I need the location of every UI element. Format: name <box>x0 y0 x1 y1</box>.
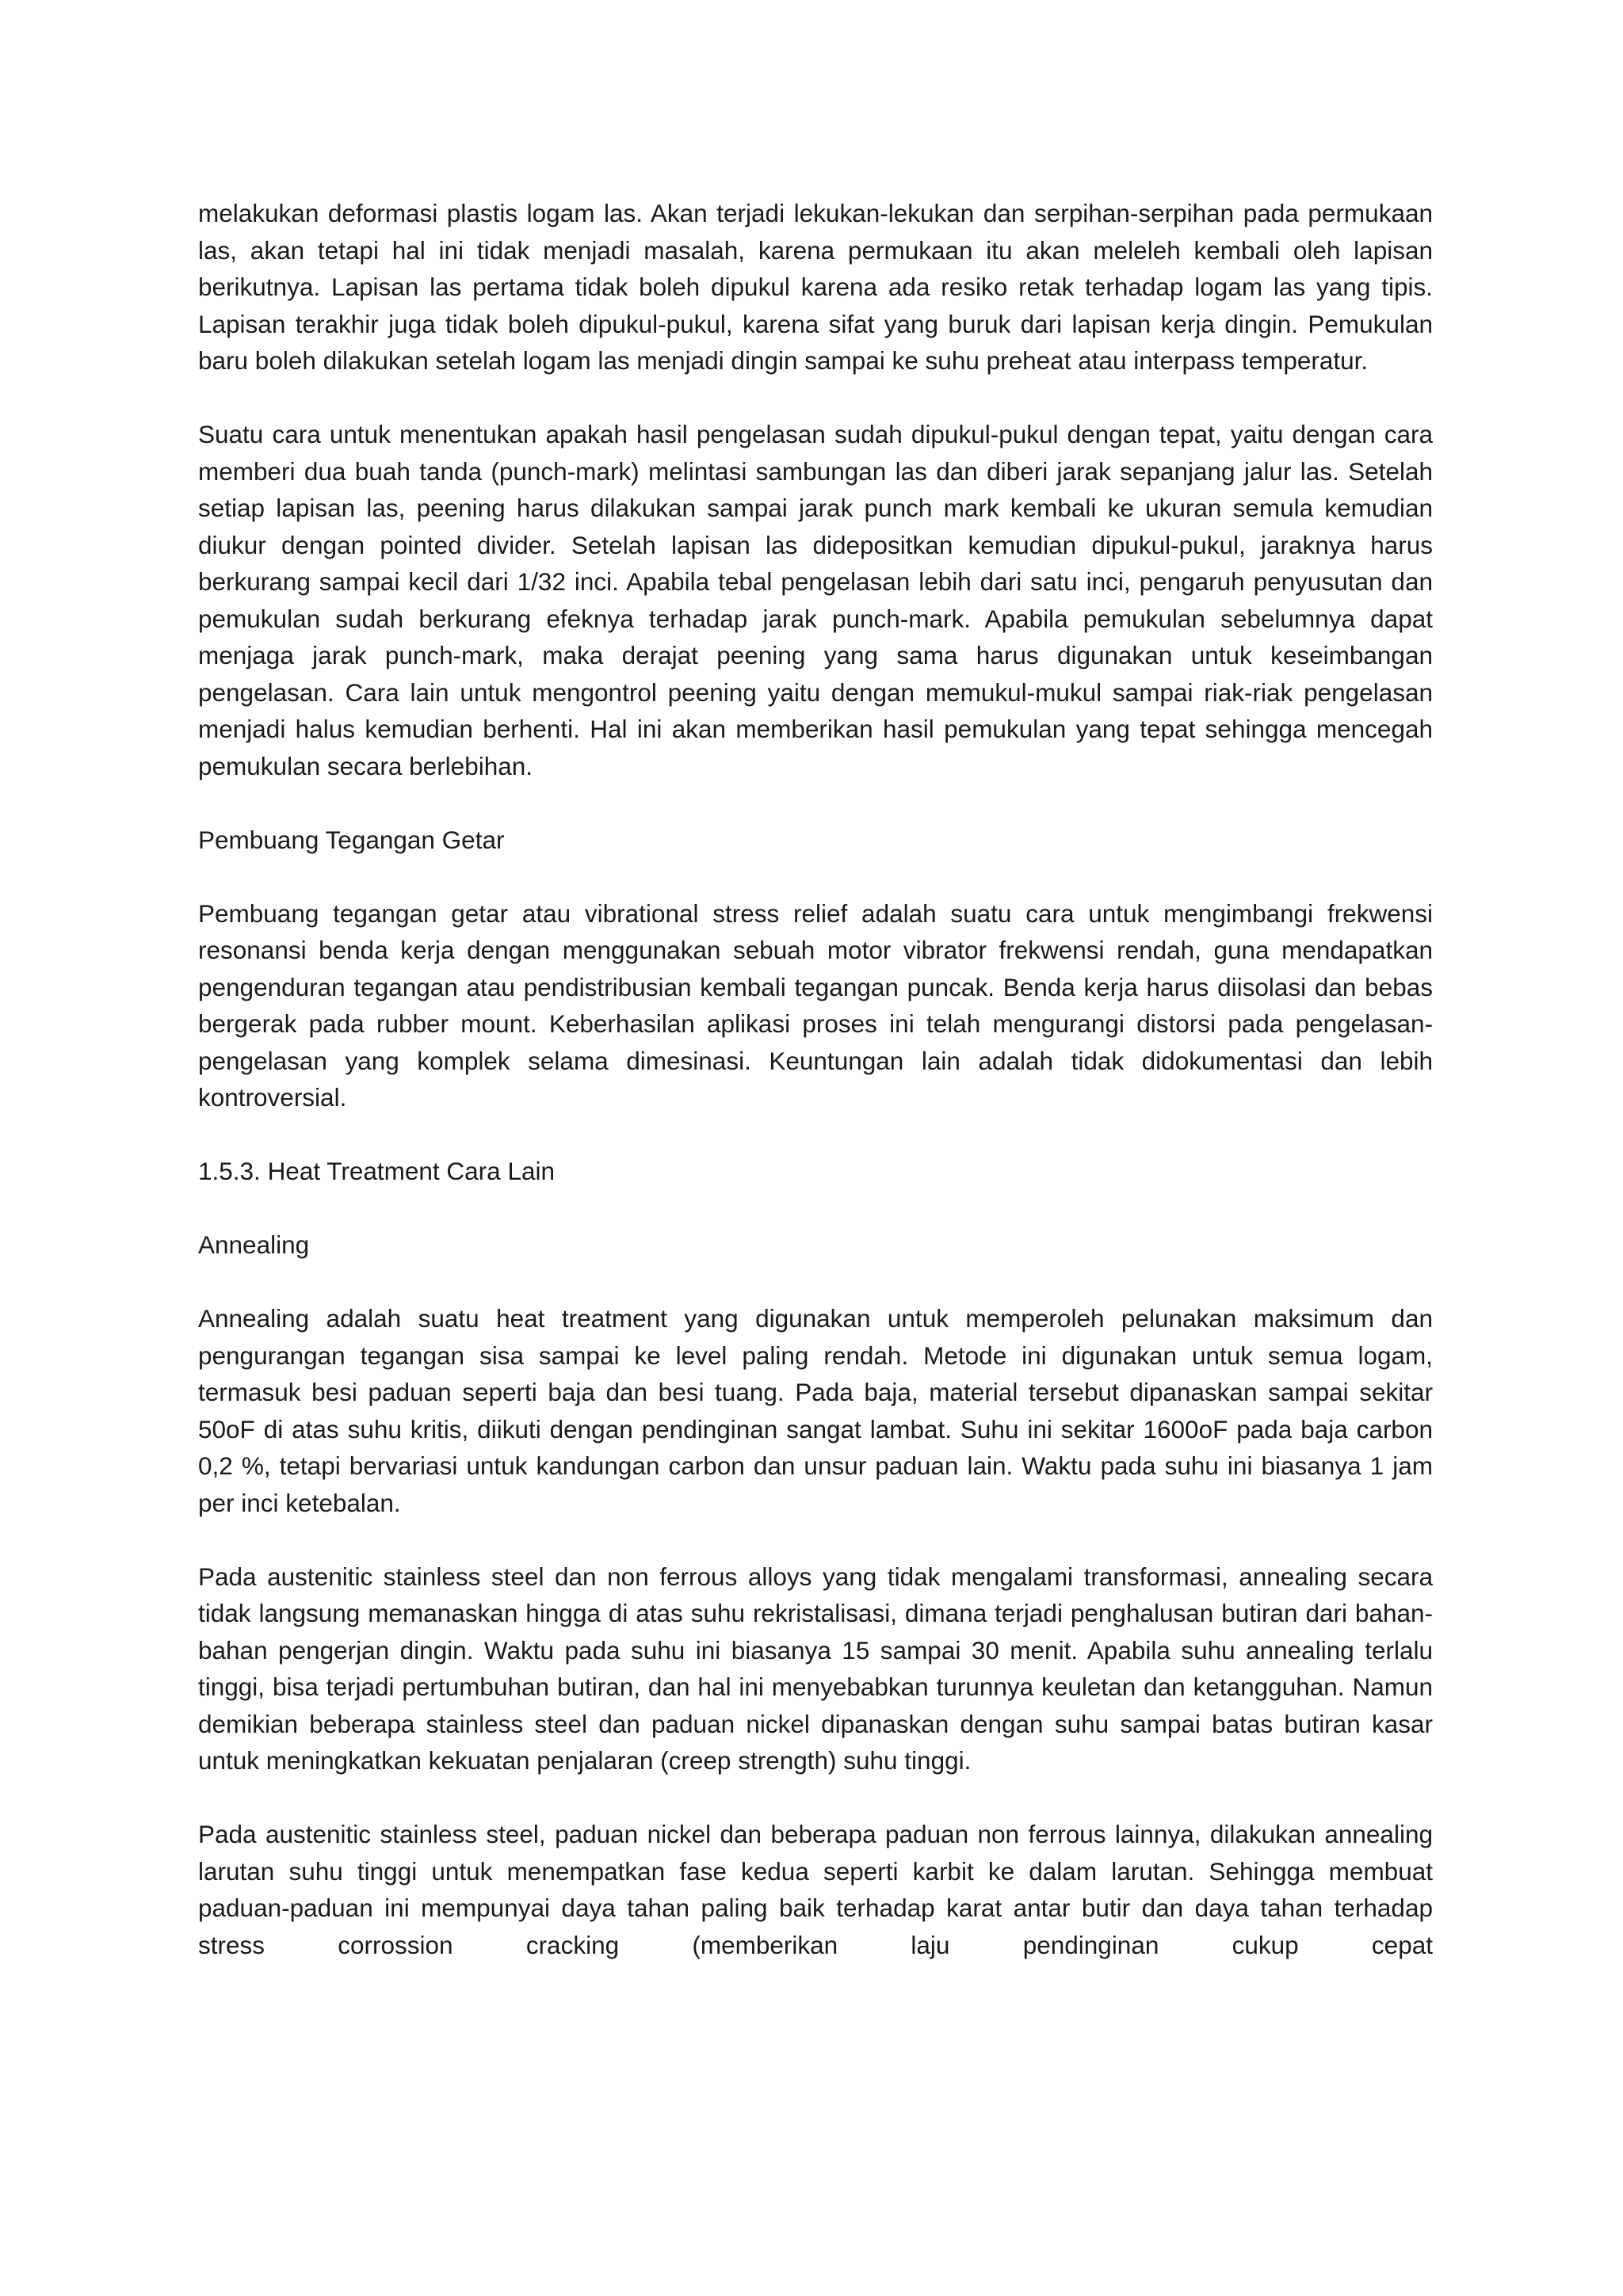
heading-section-1-5-3: 1.5.3. Heat Treatment Cara Lain <box>198 1157 555 1185</box>
paragraph-annealing-definition: Annealing adalah suatu heat treatment yang digunakan untuk memperoleh pelunakan maksimum dan pengurangan tegangan sisa sampai ke level paling rendah. Metode ini digunakan untuk semua logam, termasuk besi paduan seperti baja dan besi tuang. Pada baja, material tersebut dipanaskan sampai sekitar 50oF di atas suhu kritis, diikuti dengan pendinginan sangat lambat. Suhu ini sekitar 1600oF pada baja carbon 0,2 %, tetapi bervariasi untuk kandungan carbon dan unsur paduan lain. Waktu pada suhu ini biasanya 1 jam per inci ketebalan. <box>198 1304 1433 1517</box>
document-page <box>198 195 1433 1963</box>
paragraph-peening-intro: melakukan deformasi plastis logam las. Akan terjadi lekukan-lekukan dan serpihan-serpihan pada permukaan las, akan tetapi hal ini tidak menjadi masalah, karena permukaan itu akan meleleh kembali oleh lapisan berikutnya. Lapisan las pertama tidak boleh dipukul karena ada resiko retak terhadap logam las yang tipis. Lapisan terakhir juga tidak boleh dipukul-pukul, karena sifat yang buruk dari lapisan kerja dingin. Pemukulan baru boleh dilakukan setelah logam las menjadi dingin sampai ke suhu preheat atau interpass temperatur. <box>198 199 1433 375</box>
paragraph-punch-mark: Suatu cara untuk menentukan apakah hasil pengelasan sudah dipukul-pukul dengan tepat, yaitu dengan cara memberi dua buah tanda (punch-mark) melintasi sambungan las dan diberi jarak sepanjang jalur las. Setelah setiap lapisan las, peening harus dilakukan sampai jarak punch mark kembali ke ukuran semula kemudian diukur dengan pointed divider. Setelah lapisan las didepositkan kemudian dipukul-pukul, jaraknya harus berkurang sampai kecil dari 1/32 inci. Apabila tebal pengelasan lebih dari satu inci, pengaruh penyusutan dan pemukulan sudah berkurang efeknya terhadap jarak punch-mark. Apabila pemukulan sebelumnya dapat menjaga jarak punch-mark, maka derajat peening yang sama harus digunakan untuk keseimbangan pengelasan. Cara lain untuk mengontrol peening yaitu dengan memukul-mukul sampai riak-riak pengelasan menjadi halus kemudian berhenti. Hal ini akan memberikan hasil pemukulan yang tepat sehingga mencegah pemukulan secara berlebihan. <box>198 420 1433 780</box>
paragraph-vibrational-stress-relief: Pembuang tegangan getar atau vibrational stress relief adalah suatu cara untuk mengimbangi frekwensi resonansi benda kerja dengan menggunakan sebuah motor vibrator frekwensi rendah, guna mendapatkan pengenduran tegangan atau pendistribusian kembali tegangan puncak. Benda kerja harus diisolasi dan bebas bergerak pada rubber mount. Keberhasilan aplikasi proses ini telah mengurangi distorsi pada pengelasan-pengelasan yang komplek selama dimesinasi. Keuntungan lain adalah tidak didokumentasi dan lebih kontroversial. <box>198 898 1433 1112</box>
paragraph-austenitic-annealing: Pada austenitic stainless steel dan non ferrous alloys yang tidak mengalami transformasi, annealing secara tidak langsung memanaskan hingga di atas suhu rekristalisasi, dimana terjadi penghalusan butiran dari bahan-bahan pengerjan dingin. Waktu pada suhu ini biasanya 15 sampai 30 menit. Apabila suhu annealing terlalu tinggi, bisa terjadi pertumbuhan butiran, dan hal ini menyebabkan turunnya keuletan dan ketangguhan. Namun demikian beberapa stainless steel dan paduan nickel dipanaskan dengan suhu sampai batas butiran kasar untuk meningkatkan kekuatan penjalaran (creep strength) suhu tinggi. <box>198 1562 1433 1775</box>
heading-annealing: Annealing <box>198 1230 310 1259</box>
heading-pembuang-tegangan-getar: Pembuang Tegangan Getar <box>198 825 505 854</box>
paragraph-solution-annealing: Pada austenitic stainless steel, paduan nickel dan beberapa paduan non ferrous lainnya, dilakukan annealing larutan suhu tinggi untuk menempatkan fase kedua seperti karbit ke dalam larutan. Sehingga membuat paduan-paduan ini mempunyai daya tahan paling baik terhadap karat antar butir dan daya tahan terhadap stress corrossion cracking (memberikan laju pendinginan cukup cepat <box>198 1820 1433 1959</box>
